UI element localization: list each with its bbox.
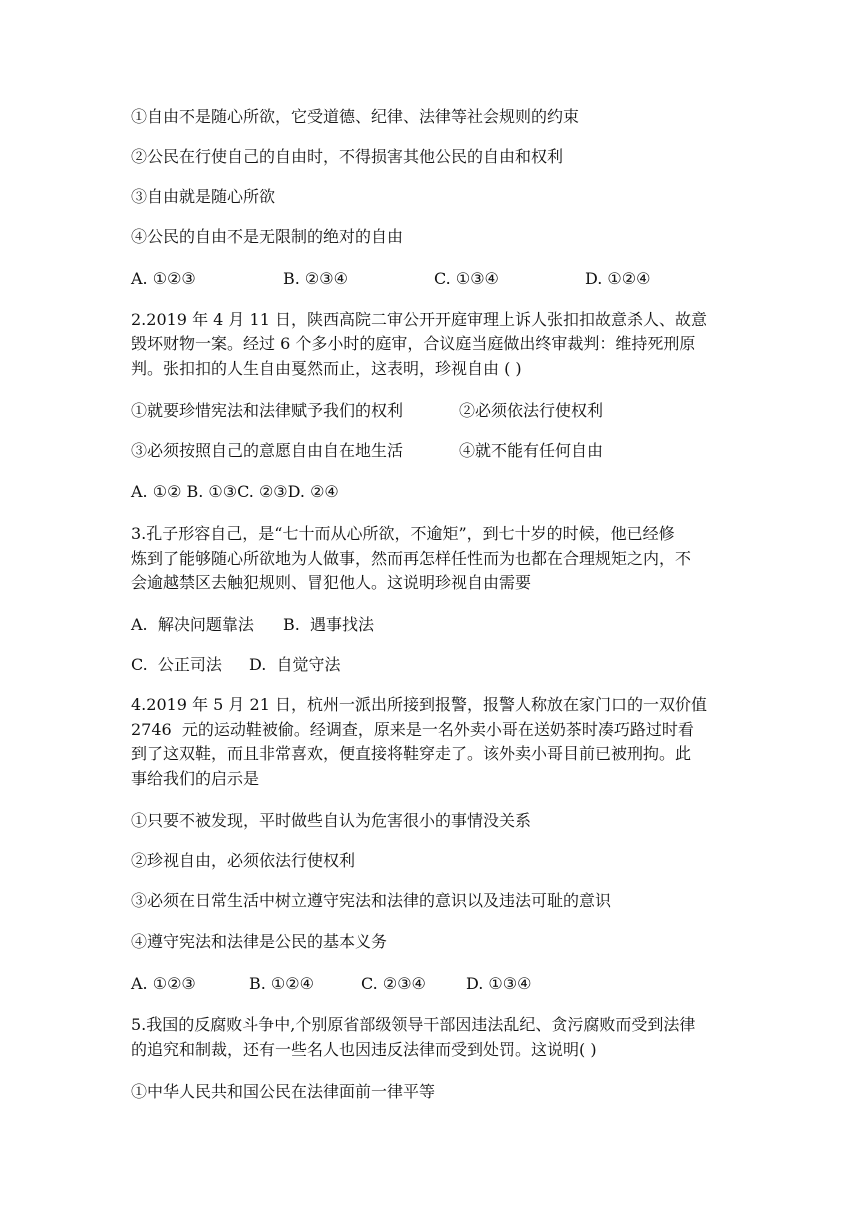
q1-statement-2: ②公民在行使自己的自由时，不得损害其他公民的自由和权利 bbox=[131, 147, 564, 166]
q2-statement-1: ①就要珍惜宪法和法律赋予我们的权利 bbox=[131, 401, 404, 420]
q3-option-c: C. 公正司法 bbox=[131, 655, 222, 674]
q1-option-c: C. ①③④ bbox=[434, 269, 499, 288]
q4-statement-4: ④遵守宪法和法律是公民的基本义务 bbox=[131, 932, 388, 951]
q4-option-c: C. ②③④ bbox=[361, 974, 426, 993]
q2-statement-2: ②必须依法行使权利 bbox=[459, 401, 604, 420]
q2-statement-4: ④就不能有任何自由 bbox=[459, 441, 604, 460]
q5-stem-line-1: 5.我国的反腐败斗争中,个别原省部级领导干部因违法乱纪、贪污腐败而受到法律 bbox=[131, 1015, 696, 1034]
q2-options: A. ①② B. ①③C. ②③D. ②④ bbox=[131, 482, 339, 501]
q1-statement-4: ④公民的自由不是无限制的绝对的自由 bbox=[131, 227, 404, 246]
q2-stem-line-2: 毁坏财物一案。经过 6 个多小时的庭审，合议庭当庭做出终审裁判：维持死刑原 bbox=[131, 334, 696, 353]
q4-option-d: D. ①③④ bbox=[466, 974, 532, 993]
q2-stem-line-3: 判。张扣扣的人生自由戛然而止，这表明，珍视自由 ( ) bbox=[131, 359, 522, 378]
q3-stem-line-3: 会逾越禁区去触犯规则、冒犯他人。这说明珍视自由需要 bbox=[131, 573, 532, 592]
q4-stem-line-2: 2746 元的运动鞋被偷。经调查，原来是一名外卖小哥在送奶茶时凑巧路过时看 bbox=[131, 720, 694, 739]
q5-statement-1: ①中华人民共和国公民在法律面前一律平等 bbox=[131, 1082, 436, 1101]
q4-option-b: B. ①②④ bbox=[249, 974, 314, 993]
q2-stem-line-1: 2.2019 年 4 月 11 日，陕西高院二审公开开庭审理上诉人张扣扣故意杀人、故意 bbox=[131, 310, 707, 329]
q1-statement-3: ③自由就是随心所欲 bbox=[131, 187, 276, 206]
q4-statement-3: ③必须在日常生活中树立遵守宪法和法律的意识以及违法可耻的意识 bbox=[131, 891, 612, 910]
q3-option-d: D. 自觉守法 bbox=[249, 655, 341, 674]
q4-stem-line-3: 到了这双鞋，而且非常喜欢，便直接将鞋穿走了。该外卖小哥目前已被刑拘。此 bbox=[131, 744, 692, 763]
q3-stem-line-1: 3.孔子形容自己，是“七十而从心所欲，不逾矩”，到七十岁的时候，他已经修 bbox=[131, 524, 675, 543]
q1-option-b: B. ②③④ bbox=[283, 269, 348, 288]
q4-statement-1: ①只要不被发现，平时做些自认为危害很小的事情没关系 bbox=[131, 811, 532, 830]
q2-statement-3: ③必须按照自己的意愿自由自在地生活 bbox=[131, 441, 404, 460]
q1-statement-1: ①自由不是随心所欲，它受道德、纪律、法律等社会规则的约束 bbox=[131, 107, 580, 126]
q3-option-a: A. 解决问题靠法 bbox=[131, 615, 254, 634]
q5-stem-line-2: 的追究和制裁，还有一些名人也因违反法律而受到处罚。这说明( ) bbox=[131, 1040, 597, 1059]
q3-stem-line-2: 炼到了能够随心所欲地为人做事，然而再怎样任性而为也都在合理规矩之内，不 bbox=[131, 549, 692, 568]
q3-option-b: B. 遇事找法 bbox=[283, 615, 375, 634]
q1-option-a: A. ①②③ bbox=[131, 269, 196, 288]
q4-stem-line-4: 事给我们的启示是 bbox=[131, 769, 260, 788]
q4-statement-2: ②珍视自由，必须依法行使权利 bbox=[131, 851, 356, 870]
q1-option-d: D. ①②④ bbox=[585, 269, 651, 288]
q4-stem-line-1: 4.2019 年 5 月 21 日，杭州一派出所接到报警，报警人称放在家门口的一双价值 bbox=[131, 695, 707, 714]
q4-option-a: A. ①②③ bbox=[131, 974, 196, 993]
